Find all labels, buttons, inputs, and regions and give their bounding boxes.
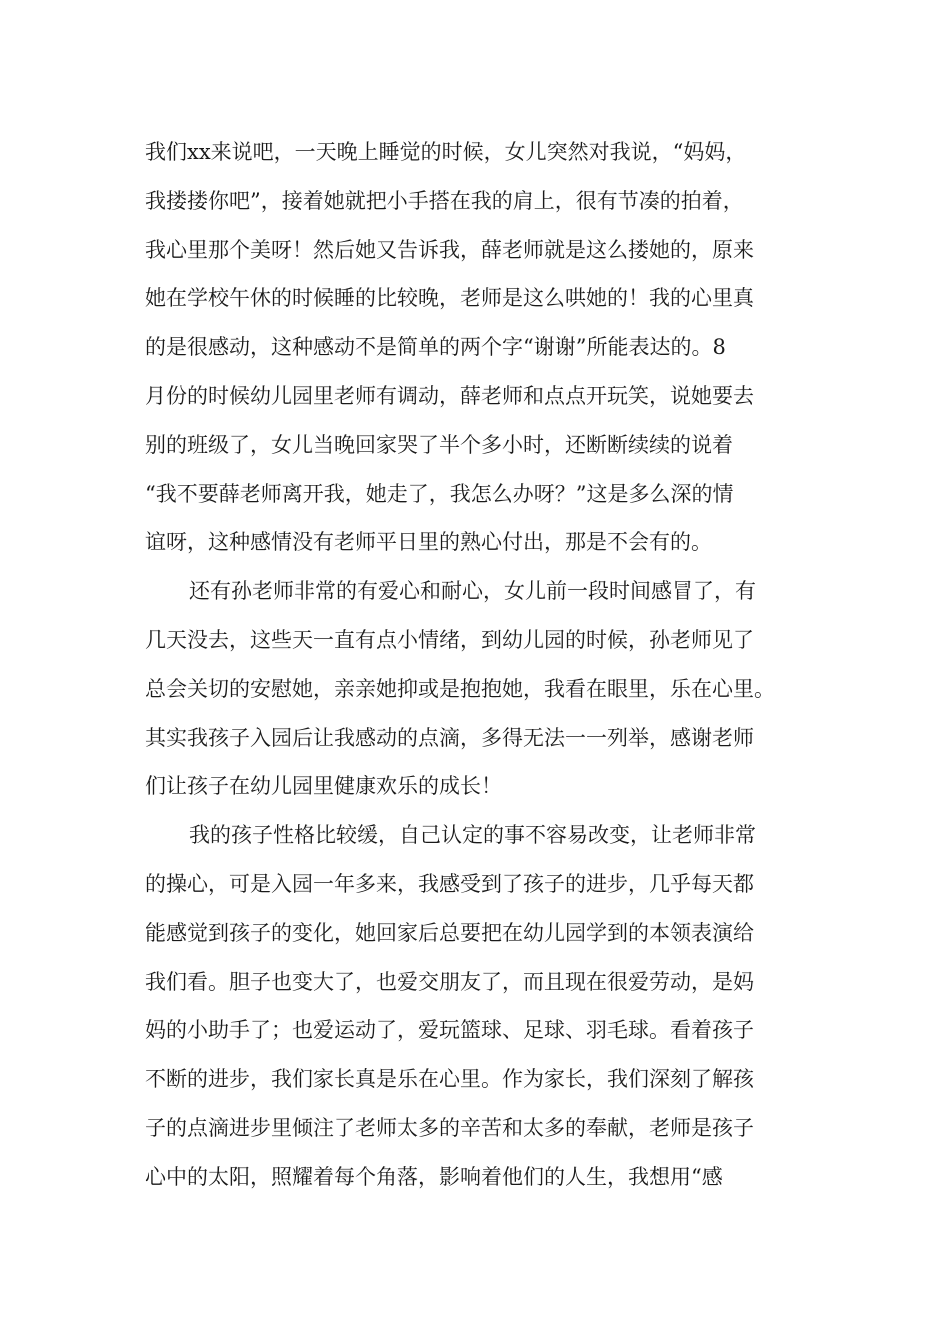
text-line: 能感觉到孩子的变化，她回家后总要把在幼儿园学到的本领表演给	[145, 920, 754, 945]
text-line: 们让孩子在幼儿园里健康欢乐的成长！	[145, 774, 502, 799]
text-line: 我心里那个美呀！然后她又告诉我，薛老师就是这么搂她的，原来	[145, 237, 754, 262]
text-line: 我搂搂你吧”，接着她就把小手搭在我的肩上，很有节凑的拍着，	[145, 188, 744, 213]
text-line: 子的点滴进步里倾注了老师太多的辛苦和太多的奉献，老师是孩子	[145, 1115, 754, 1140]
text-line: 总会关切的安慰她，亲亲她抑或是抱抱她，我看在眼里，乐在心里。	[145, 676, 775, 701]
text-line: 的是很感动，这种感动不是简单的两个字“谢谢”所能表达的。8	[145, 335, 726, 360]
text-line: 她在学校午休的时候睡的比较晚，老师是这么哄她的！我的心里真	[145, 286, 754, 311]
paragraph-first-line: 还有孙老师非常的有爱心和耐心，女儿前一段时间感冒了，有	[189, 579, 756, 604]
text-line: 月份的时候幼儿园里老师有调动，薛老师和点点开玩笑，说她要去	[145, 383, 754, 408]
text-line: 的操心，可是入园一年多来，我感受到了孩子的进步，几乎每天都	[145, 871, 754, 896]
text-line: 其实我孩子入园后让我感动的点滴，多得无法一一列举，感谢老师	[145, 725, 754, 750]
text-line: 我们看。胆子也变大了，也爱交朋友了，而且现在很爱劳动，是妈	[145, 969, 754, 994]
paragraph-first-line: 我的孩子性格比较缓，自己认定的事不容易改变，让老师非常	[189, 823, 756, 848]
text-line: 别的班级了，女儿当晚回家哭了半个多小时，还断断续续的说着	[145, 432, 733, 457]
text-line: 谊呀，这种感情没有老师平日里的熟心付出，那是不会有的。	[145, 530, 712, 555]
text-line: 心中的太阳，照耀着每个角落，影响着他们的人生，我想用“感	[145, 1164, 723, 1189]
text-line: “我不要薛老师离开我，她走了，我怎么办呀？”这是多么深的情	[145, 481, 734, 506]
document-body	[145, 128, 825, 1202]
text-line: 几天没去，这些天一直有点小情绪，到幼儿园的时候，孙老师见了	[145, 627, 754, 652]
text-line: 不断的进步，我们家长真是乐在心里。作为家长，我们深刻了解孩	[145, 1067, 754, 1092]
text-line: 我们xx来说吧，一天晚上睡觉的时候，女儿突然对我说，“妈妈，	[145, 140, 747, 164]
text-line: 妈的小助手了；也爱运动了，爱玩篮球、足球、羽毛球。看着孩子	[145, 1018, 754, 1043]
